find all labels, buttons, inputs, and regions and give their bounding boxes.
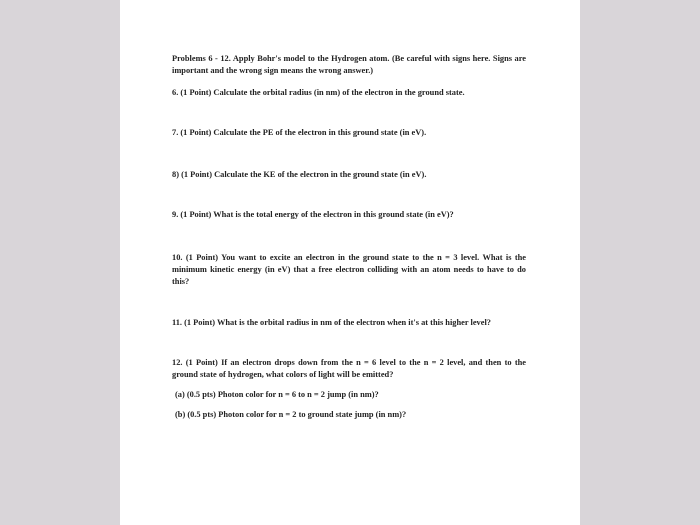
question-text: Calculate the KE of the electron in the ground state (in eV). [214,170,427,179]
question-label: 12. (1 Point) [172,358,218,367]
question-label: (a) (0.5 pts) [175,390,216,399]
question-text: What is the orbital radius in nm of the electron when it's at this higher level? [217,318,491,327]
question-10 [172,252,526,288]
question-label: 10. (1 Point) [172,253,219,262]
problems-intro: Problems 6 - 12. Apply Bohr's model to the Hydrogen atom. (Be careful with signs here. Signs are important and the wrong sign means the wrong answer.) [172,54,526,75]
question-text: What is the total energy of the electron in this ground state (in eV)? [213,210,454,219]
question-label: 11. (1 Point) [172,318,216,327]
question-text: Calculate the PE of the electron in this ground state (in eV). [213,128,427,137]
question-label: 8) (1 Point) [172,170,213,179]
question-9 [172,209,526,221]
question-11 [172,317,526,329]
question-12a [175,389,529,401]
question-text: You want to excite an electron in the ground state to the n = 3 level. What is the minimum kinetic energy (in eV) that a free electron colliding with an atom needs to have to do this? [172,253,526,286]
question-label: (b) (0.5 pts) [175,410,217,419]
question-text: If an electron drops down from the n = 6 level to the n = 2 level, and then to the ground state of hydrogen, what colors of light will be emitted? [172,358,527,379]
question-label: 6. (1 Point) [172,88,212,97]
question-text: Photon color for n = 6 to n = 2 jump (in nm)? [217,390,379,399]
question-6 [172,87,526,99]
question-7 [172,127,526,139]
question-label: 9. (1 Point) [172,210,212,219]
question-text: Photon color for n = 2 to ground state jump (in nm)? [218,410,407,419]
question-text: Calculate the orbital radius (in nm) of the electron in the ground state. [213,88,465,97]
question-12b [175,409,529,421]
document-page [120,0,580,525]
question-8 [172,169,526,181]
question-12 [172,357,526,381]
question-label: 7. (1 Point) [172,128,212,137]
